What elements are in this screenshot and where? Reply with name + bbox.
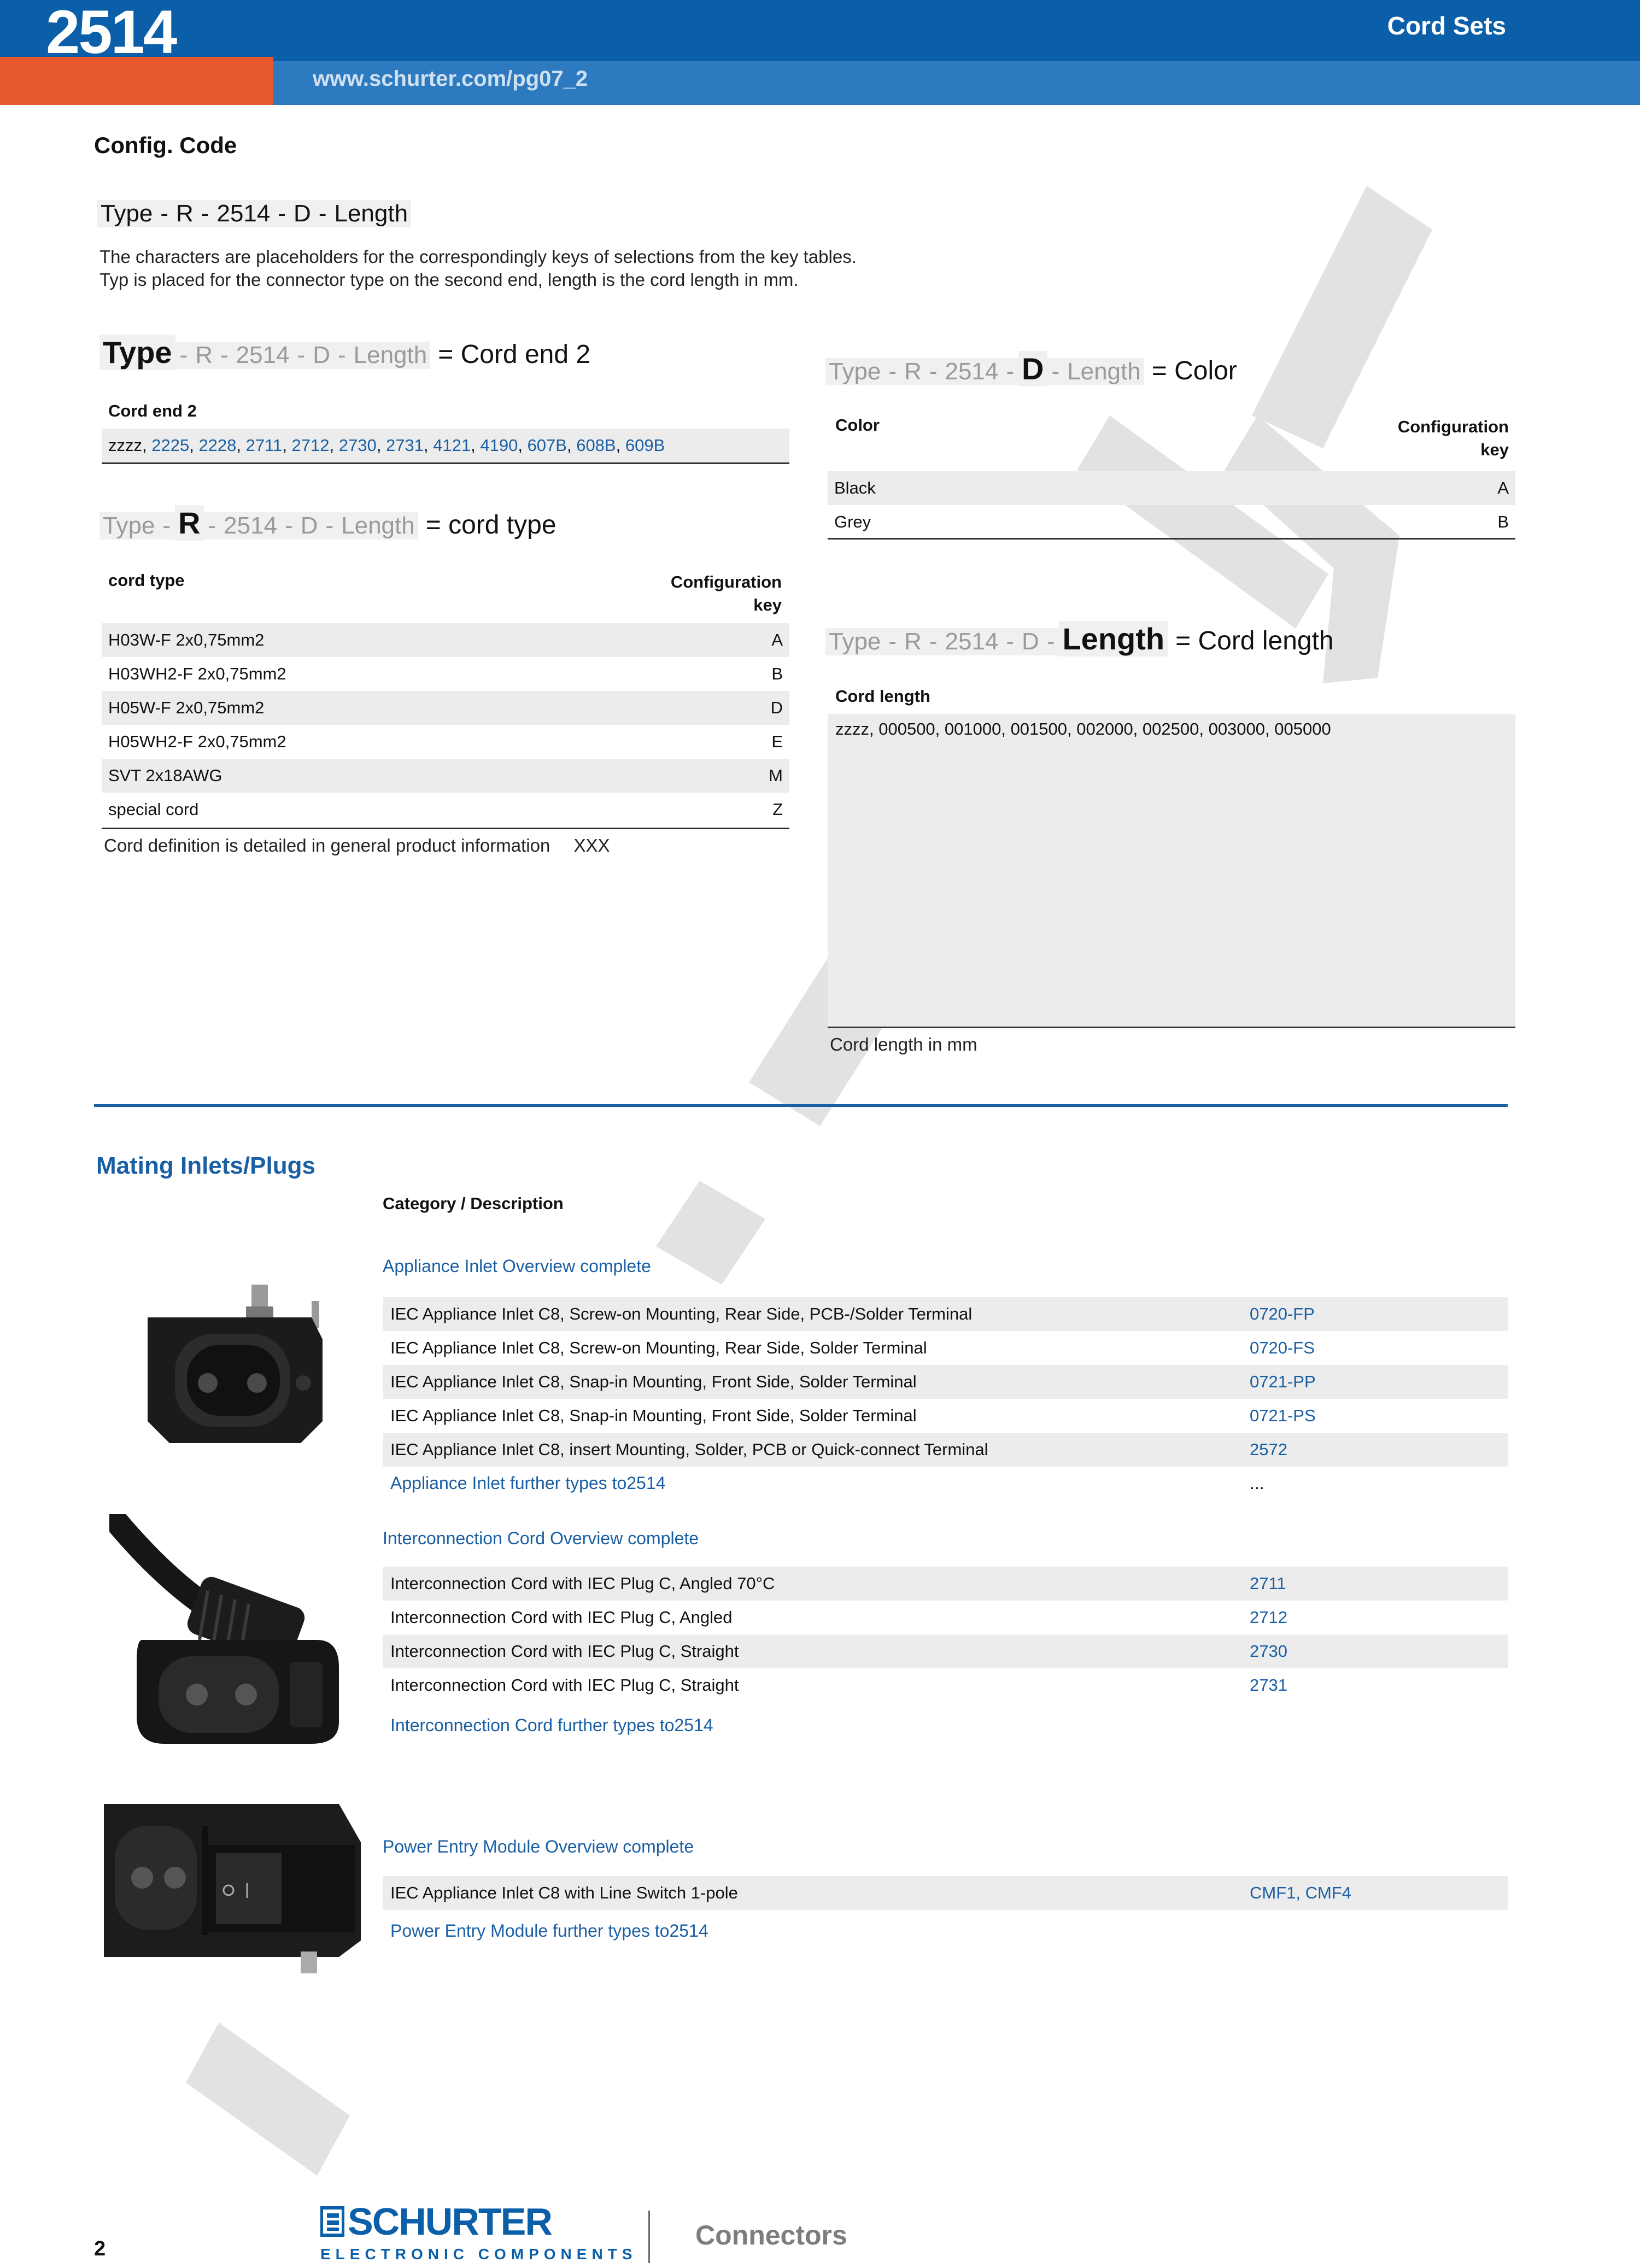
cord-type-row <box>102 759 789 793</box>
code-part: D <box>309 342 333 369</box>
mating-code-link[interactable]: 0720-FP <box>1250 1304 1315 1323</box>
brand-subtitle: ELECTRONIC COMPONENTS <box>320 2246 637 2263</box>
cord-type-label: SVT 2x18AWG <box>108 766 222 785</box>
cord-type-key: D <box>770 698 783 717</box>
mating-code-link[interactable]: CMF1, CMF4 <box>1250 1883 1351 1902</box>
mating-code-link[interactable]: 0721-PP <box>1250 1372 1316 1391</box>
mating-row <box>383 1297 1508 1331</box>
color-eq: = Color <box>1151 356 1237 385</box>
cord-type-head: cord type <box>108 571 185 590</box>
cord-end2-links: 2225, 2228, 2711, 2712, 2730, 2731, 4121, 4190, 607B, 608B, 609B <box>151 436 665 455</box>
group-title-power-entry[interactable]: Power Entry Module Overview complete <box>383 1837 694 1856</box>
cord-type-label: H03WH2-F 2x0,75mm2 <box>108 664 286 683</box>
code-part: Length <box>1064 358 1144 385</box>
color-label: Black <box>834 478 876 497</box>
cord-end2-link[interactable]: 2711 <box>245 436 283 455</box>
color-key: A <box>1497 478 1509 497</box>
product-url-link[interactable]: www.schurter.com/pg07_2 <box>313 67 588 91</box>
interconnection-cord-image <box>109 1514 350 1749</box>
cord-end2-link[interactable]: 609B <box>625 436 665 455</box>
code-part: R <box>901 358 925 385</box>
cord-length-eq: = Cord length <box>1175 626 1334 655</box>
code-hl-type: Type <box>99 335 175 370</box>
more-code-appliance: ... <box>1250 1473 1264 1493</box>
cord-end2-prefix: zzzz, <box>108 436 152 455</box>
cord-length-values-text: zzzz, 000500, 001000, 001500, 002000, 002500, 003000, 005000 <box>835 719 1331 739</box>
cord-length-head: Cord length <box>835 687 930 706</box>
more-link-interconnection[interactable]: Interconnection Cord further types to2514 <box>390 1715 713 1735</box>
color-key-head <box>1328 415 1509 461</box>
mating-desc: IEC Appliance Inlet C8, Snap-in Mounting, Front Side, Solder Terminal <box>390 1372 917 1391</box>
cord-type-label: special cord <box>108 800 199 819</box>
mating-row <box>383 1365 1508 1399</box>
cord-end2-values <box>102 429 789 462</box>
cord-type-key: B <box>771 664 783 683</box>
mating-code-link[interactable]: 2731 <box>1250 1675 1287 1695</box>
config-desc-1: The characters are placeholders for the correspondingly keys of selections from the key tables. <box>99 247 857 267</box>
code-part: 2514 <box>233 342 293 369</box>
schurter-logo-icon <box>320 2206 344 2240</box>
code-part: Type <box>825 628 884 655</box>
key-head-line: key <box>1480 440 1509 459</box>
mating-row <box>383 1567 1508 1601</box>
cord-type-code: Type - R - 2514 - D - Length = cord type <box>99 505 560 541</box>
code-hl-d: D <box>1018 351 1047 386</box>
cord-end2-link[interactable]: 2225 <box>151 436 190 455</box>
code-part: R <box>901 628 925 655</box>
mating-row <box>383 1601 1508 1634</box>
cord-type-rule <box>102 828 789 829</box>
mating-desc: Interconnection Cord with IEC Plug C, Angled <box>390 1608 733 1627</box>
mating-row <box>383 1331 1508 1365</box>
mating-desc: Interconnection Cord with IEC Plug C, Angled 70°C <box>390 1574 775 1593</box>
code-hl-r: R <box>175 505 203 541</box>
cord-end2-eq: = Cord end 2 <box>438 340 591 369</box>
mating-desc: Interconnection Cord with IEC Plug C, Straight <box>390 1642 739 1661</box>
code-part: 2514 <box>941 628 1001 655</box>
code-part: Length <box>350 342 431 369</box>
cord-type-note <box>104 835 610 856</box>
color-row <box>828 471 1515 505</box>
cord-type-label: H05WH2-F 2x0,75mm2 <box>108 732 286 751</box>
cord-length-code: Type - R - 2514 - D - Length = Cord length <box>825 621 1337 657</box>
code-hl-length: Length <box>1059 621 1168 657</box>
group-title-appliance[interactable]: Appliance Inlet Overview complete <box>383 1256 651 1276</box>
group-title-interconnection[interactable]: Interconnection Cord Overview complete <box>383 1528 699 1548</box>
cord-type-note-text: Cord definition is detailed in general product information <box>104 835 550 855</box>
cord-length-note: Cord length in mm <box>830 1034 977 1054</box>
cord-end2-link[interactable]: 4121 <box>433 436 471 455</box>
mating-code-link[interactable]: 0721-PS <box>1250 1406 1316 1425</box>
cord-type-label: H05W-F 2x0,75mm2 <box>108 698 265 717</box>
cord-type-row <box>102 691 789 725</box>
mating-row <box>383 1634 1508 1668</box>
color-key: B <box>1497 512 1509 531</box>
cord-length-rule <box>828 1027 1515 1028</box>
code-part: Type <box>99 512 158 540</box>
code-part: Type <box>825 358 884 385</box>
mating-code-link[interactable]: 2730 <box>1250 1642 1287 1661</box>
cord-type-key: E <box>771 732 783 751</box>
cord-end2-link[interactable]: 2731 <box>385 436 424 455</box>
key-head-line: Configuration <box>1397 417 1509 436</box>
mating-title: Mating Inlets/Plugs <box>96 1152 315 1179</box>
key-head-line: Configuration <box>670 572 782 591</box>
more-link-appliance[interactable]: Appliance Inlet further types to2514 <box>390 1473 666 1493</box>
mating-row <box>383 1876 1508 1910</box>
more-link-power-entry[interactable]: Power Entry Module further types to2514 <box>390 1921 708 1941</box>
code-d: D <box>290 200 314 227</box>
key-head-line: key <box>753 595 782 614</box>
code-part: R <box>192 342 216 369</box>
config-desc-2: Typ is placed for the connector type on the second end, length is the cord length in mm. <box>99 269 799 290</box>
color-code: Type - R - 2514 - D - Length = Color <box>825 351 1240 386</box>
cord-type-eq: = cord type <box>425 511 557 540</box>
mating-code-link[interactable]: 2572 <box>1250 1440 1287 1459</box>
code-part: D <box>1018 628 1042 655</box>
cord-length-values <box>828 714 1515 1027</box>
footer-divider <box>648 2211 650 2263</box>
cord-end2-link[interactable]: 608B <box>576 436 616 455</box>
code-part: 2514 <box>220 512 280 540</box>
mating-code-link[interactable]: 2711 <box>1250 1574 1286 1593</box>
brand-logo: SCHURTER <box>348 2200 552 2243</box>
section-divider <box>94 1104 1508 1107</box>
footer-section: Connectors <box>695 2220 847 2251</box>
code-r: R <box>173 200 197 227</box>
cord-end2-link[interactable]: 607B <box>527 436 567 455</box>
code-part: D <box>297 512 321 540</box>
code-part: 2514 <box>941 358 1001 385</box>
mating-desc: IEC Appliance Inlet C8 with Line Switch 1-pole <box>390 1883 738 1902</box>
mating-code-link[interactable]: 0720-FS <box>1250 1338 1315 1357</box>
cord-type-row <box>102 793 789 827</box>
mating-col-head: Category / Description <box>383 1194 564 1213</box>
cord-type-key: A <box>771 630 783 649</box>
cord-type-key: M <box>769 766 783 785</box>
page-number: 2 <box>94 2237 106 2260</box>
product-category: Cord Sets <box>1387 11 1506 40</box>
mating-desc: IEC Appliance Inlet C8, Screw-on Mounting, Rear Side, PCB-/Solder Terminal <box>390 1304 973 1323</box>
cord-type-note-ref[interactable]: XXX <box>573 835 610 855</box>
config-code-line: Type - R - 2514 - D - Length <box>97 200 411 227</box>
color-head: Color <box>835 415 880 435</box>
cord-type-row <box>102 725 789 759</box>
cord-end2-head: Cord end 2 <box>108 401 197 420</box>
cord-type-label: H03W-F 2x0,75mm2 <box>108 630 265 649</box>
cord-type-key: Z <box>772 800 783 819</box>
code-length: Length <box>331 200 411 227</box>
cord-type-row <box>102 657 789 691</box>
code-part: Length <box>338 512 418 540</box>
config-title: Config. Code <box>94 132 237 158</box>
cord-end2-link[interactable]: 2228 <box>198 436 237 455</box>
cord-type-row <box>102 623 789 657</box>
mating-desc: Interconnection Cord with IEC Plug C, Straight <box>390 1675 739 1695</box>
mating-row <box>383 1399 1508 1433</box>
mating-code-link[interactable]: 2712 <box>1250 1608 1287 1627</box>
mating-desc: IEC Appliance Inlet C8, Screw-on Mounting, Rear Side, Solder Terminal <box>390 1338 927 1357</box>
product-number: 2514 <box>46 0 176 66</box>
power-entry-module-image <box>98 1793 366 1973</box>
mating-row <box>383 1433 1508 1467</box>
color-label: Grey <box>834 512 871 531</box>
code-2514: 2514 <box>213 200 273 227</box>
color-row <box>828 505 1515 539</box>
cord-end2-link[interactable]: 4190 <box>480 436 518 455</box>
appliance-inlet-image <box>137 1279 333 1454</box>
mating-desc: IEC Appliance Inlet C8, Snap-in Mounting, Front Side, Solder Terminal <box>390 1406 917 1425</box>
mating-row <box>383 1668 1508 1702</box>
code-type: Type <box>97 200 156 227</box>
cord-end2-code: Type - R - 2514 - D - Length = Cord end 2 <box>99 335 594 370</box>
cord-end2-link[interactable]: 2712 <box>291 436 330 455</box>
cord-end2-link[interactable]: 2730 <box>338 436 377 455</box>
cord-end2-rule <box>102 462 789 464</box>
color-rule <box>828 538 1515 540</box>
cord-type-key-head <box>601 571 782 617</box>
mating-desc: IEC Appliance Inlet C8, insert Mounting, Solder, PCB or Quick-connect Terminal <box>390 1440 988 1459</box>
